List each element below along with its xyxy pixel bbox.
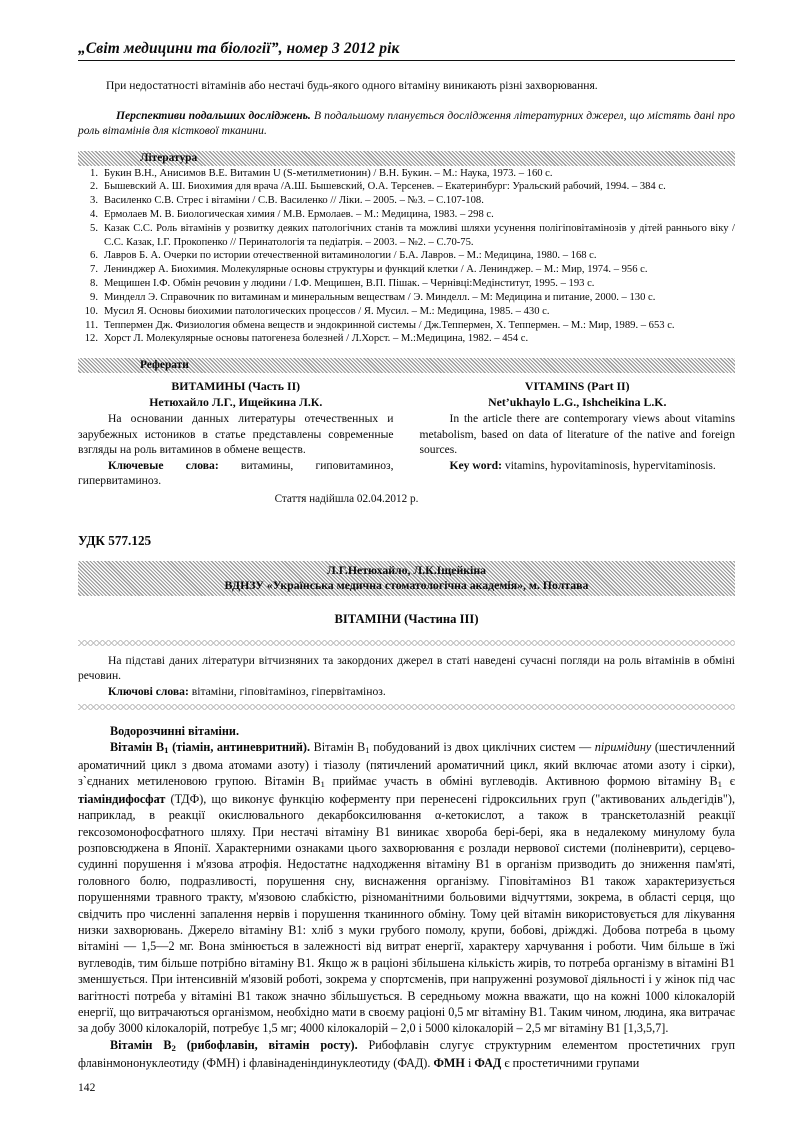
reference-text: Лавров Б. А. Очерки по истории отечественной витаминологии / Б.А. Лавров. – М.: Медицина, 1980. – 168 с. [104,250,597,262]
summary-block [78,653,735,700]
reference-number: 6. [90,250,98,262]
summary-body: На підставі даних літератури вітчизняних та закордоних джерел в статі наведені сучасні погляди на роль вітамінів в обміні речовин. [78,653,735,683]
b2-label [110,1038,358,1052]
b2-label-text: Вітамін B [110,1037,172,1052]
intro-paragraph: При недостатності вітамінів або нестачі будь-якого одного вітаміну виникають різні захворювання. [106,79,598,92]
list-item [78,305,735,319]
running-head [78,0,735,61]
reference-text: Минделл Э. Справочник по витаминам и минеральным веществам / Э. Минделл. – М: Медицина и питание, 2000. – 130 с. [104,291,656,303]
abstract-keywords [420,458,736,474]
list-item [78,222,735,250]
article-affiliation: ВДНЗУ «Українська медична стоматологічна академія», м. Полтава [224,578,589,593]
reference-number: 9. [90,291,98,303]
abstract-keywords-label: Key word: [449,458,502,472]
b1-subscript-2: 1 [365,744,370,755]
b1-subscript-3: 1 [320,778,325,789]
abstract-body: На основании данных литературы отечественных и зарубежных истоников в статье представлены современные взгляды на роль витаминов в обмене веществ. [78,412,394,457]
b1-text-4: приймає участь в обміні вуглеводів. Активною формою вітаміну B [324,774,718,789]
reference-number: 11. [85,319,98,331]
b1-text-2: побудований із двох циклічних систем — [369,739,595,754]
list-item [78,319,735,333]
b1-subscript-4: 1 [717,778,722,789]
references-heading-label: Література [140,151,198,164]
b2-text-mid: і [464,1055,475,1070]
b1-label-text: Вітамін B [110,739,165,754]
b1-label [110,740,310,754]
abstract-authors: Net’ukhaylo L.G., Ishcheikina L.K. [488,394,667,409]
reference-text: Василенко С.В. Стрес і вітаміни / С.В. Василенко // Ліки. – 2005. – №3. – С.107-108. [104,195,484,207]
list-item [78,277,735,291]
summary-keywords-text: вітаміни, гіповітаміноз, гіпервітаміноз. [188,685,386,698]
section-heading-label: Водорозчинні вітаміни. [110,723,240,738]
reference-list [78,167,735,347]
prospects-label: Перспективи подальших досліджень. [116,108,311,122]
list-item [78,291,735,305]
abstract-authors: Нетюхайло Л.Г., Ищейкина Л.К. [149,394,323,409]
abstracts-heading-bar [78,358,735,373]
abstract-keywords [78,458,394,489]
reference-text: Мусил Я. Основы биохимии патологических процессов / Я. Мусил. – М.: Медицина, 1985. – 430 с. [104,305,550,317]
b2-bold-fad: ФАД [474,1055,502,1070]
abstract-english [420,379,736,489]
summary-keywords-label: Ключові слова: [108,685,189,698]
zigzag-divider-top [78,640,735,646]
b1-italic-term: піримідину [594,739,652,754]
summary-keywords [78,684,735,700]
reference-text: Казак С.С. Роль вітамінів у розвитку деяких патологічних станів та можливі шляхи усунення полігіповітамінозів у дітей раннього віку / С.С. Казак, І.Г. Прокопенко // Перинатологія та педіатрія. – 2003. – №2. – С.70-75. [104,222,735,248]
b1-text-6: (ТДФ), що виконує функцію коферменту при перенесені гідроксильних груп ("активованих альдегідів"), наприклад, в реакції окислювального декарбоксилювання α-кетокислот, а також в транскетолазній реакції гексозомонофосфатного шляху. При нестачі вітаміну В1 виникає хвороба бері-бері, яка в недалекому минулому була розповсюджена в Японії. Характерними ознаками цього захворювання є розлади нервової системи (поліневрити), серцево-судинні порушення і м'язова атрофія. Недостатнє надходження вітаміну В1 в організм призводить до зниження пам'яті, головного болю, подразливості, порушення сну, виснаження організму. Гіповітаміноз В1 також характеризується порушеннями травного тракту, м'язовою слабкістю, різноманітними больовими відчуттями, зокрема, в області серця, що свідчить про численні запалення нервів і порушення тканинного обміну. Тому цей вітамін використовується для лікування низки захворювань. Джерело вітаміну В1: хліб з муки грубого помолу, крупи, бобові, дріжджі. Добова потреба в цьому вітаміні — 1,5—2 мг. Вона змінюється в залежності від витрат енергії, характеру харчування і роботи. Чим більше в їжі вуглеводів, тим більше потрібно вітаміну В1. Якщо ж в раціоні збільшена кількість жирів, то потреба організму в вітаміні В1 зменшується. При інтенсивній м'язовій роботі, зокрема у спортсменів, при напруженні розумової діяльності і у жінок під час вагітності потреба у вітаміні В1 також значно збільшується. В середньому можна вважати, що на кожні 1000 кілокалорій енергії, що витрачаються організмом, необхідно мати в своєму раціоні 0,5 мг вітаміну В1. Таким чином, людина, яка витрачає за добу 3000 кілокалорій, потребує 1,5 мг; 4000 кілокалорій – 2,0 і 5000 кілокалорій – 2,5 мг вітаміну В1 [1,3,5,7]. [78,791,735,1036]
reference-text: Ермолаев М. В. Биологическая химия / М.В. Ермолаев. – М.: Медицина, 1983. – 298 с. [104,209,494,221]
abstract-body: In the article there are contemporary views about vitamins metabolism, based on data of literature of the native and foreign sources. [419,412,735,457]
reference-text: Ленинджер А. Биохимия. Молекулярные основы структуры и функций клетки / А. Ленинджер. – М.: Мир, 1974. – 956 с. [104,264,648,276]
article-author-bar [78,561,735,596]
reference-number: 7. [90,264,98,276]
b2-text-1: Рибофлавін слугує структурним елементом простетичних груп флавінмононуклеотиду (ФМН) і флавінаденіндинуклеотиду (ФАД). [78,1037,735,1070]
reference-number: 8. [90,278,98,290]
list-item [78,180,735,194]
abstract-title: VITAMINS (Part II) [524,379,630,394]
reference-text: Букин В.Н., Анисимов В.Е. Витамин U (S-метилметионин) / В.Н. Букин. – М.: Наука, 1973. – 160 с. [104,167,553,179]
reference-number: 4. [90,209,98,221]
list-item [78,263,735,277]
running-head-title: „Світ медицини та біології”, номер 3 2012 рік [78,40,400,57]
reference-number: 3. [90,195,98,207]
b2-label-rest: (рибофлавін, вітамін росту). [175,1037,358,1052]
reference-text: Хорст Л. Молекулярные основы патогенеза болезней / Л.Хорст. – М.:Медицина, 1982. – 454 с. [104,333,529,345]
running-head-rule [78,60,735,61]
udk-code: УДК 577.125 [78,532,152,548]
paragraph-vitamin-b1 [78,739,735,1037]
reference-number: 5. [90,222,98,234]
paragraph-vitamin-b2 [78,1037,735,1071]
section-heading [78,723,735,739]
abstract-keywords-label: Ключевые слова: [108,458,219,472]
reference-number: 12. [84,333,98,345]
b2-text-2: є простетичними групами [501,1055,640,1070]
prospects-text: В подальшому планується дослідження літературних джерел, що містять дані про роль вітамінів для кісткової тканини. [78,108,736,138]
b1-subscript: 1 [164,744,169,755]
b2-subscript: 2 [171,1042,176,1053]
page-title: ВІТАМІНИ (Частина ІІІ) [334,611,479,626]
reference-number: 1. [90,167,98,179]
zigzag-divider-bottom [78,704,735,710]
list-item [78,249,735,263]
page-number: 142 [78,1081,96,1094]
list-item [78,208,735,222]
b1-bold-term: тіаміндифосфат [78,791,166,806]
abstract-keywords-text: витамины, гиповитаминоз, гипервитаминоз. [78,458,394,488]
b2-bold-fmn: ФМН [433,1055,465,1070]
b1-text-5: є [721,774,736,789]
abstract-title: ВИТАМИНЫ (Часть II) [171,379,301,394]
reference-text: Мещишен І.Ф. Обмін речовин у людини / І.Ф. Мещишен, В.П. Пішак. – Чернівці:Медінститут, 1995. – 193 с. [104,278,595,290]
received-date: Стаття надійшла 02.04.2012 р. [274,492,419,505]
b1-text-3: (шестичленний ароматичний цикл з двома атомами азоту) і тіазолу (пятичлений ароматичний цикл, який включає атоми азоту і сірки), з`єднаних метиленовою групою. Вітамін B [78,739,735,789]
article-body [78,723,735,1071]
list-item [78,167,735,181]
article-authors: Л.Г.Нетюхайло, Л.К.Іщейкіна [326,562,487,577]
list-item [78,332,735,346]
reference-number: 10. [84,305,98,317]
reference-text: Бышевский А. Ш. Биохимия для врача /А.Ш. Бышевский, О.А. Терсенев. – Екатеринбург: Уральский рабочий, 1994. – 384 с. [104,181,666,193]
list-item [78,194,735,208]
abstracts-heading-label: Реферати [140,359,189,372]
abstract-russian [78,379,394,489]
abstracts-container [78,379,735,489]
reference-number: 2. [90,181,98,193]
b1-label-rest: (тіамін, антиневритний). [168,739,311,754]
b1-text-1: Вітамін B [310,739,366,754]
references-heading-bar [78,151,735,166]
reference-text: Теппермен Дж. Физиология обмена веществ и эндокринной системы / Дж.Теппермен, Х. Теппермен. – М.: Мир, 1989. – 653 с. [104,319,675,331]
abstract-keywords-text: vitamins, hypovitaminosis, hypervitaminosis. [504,458,716,472]
prospects-paragraph [78,108,735,139]
